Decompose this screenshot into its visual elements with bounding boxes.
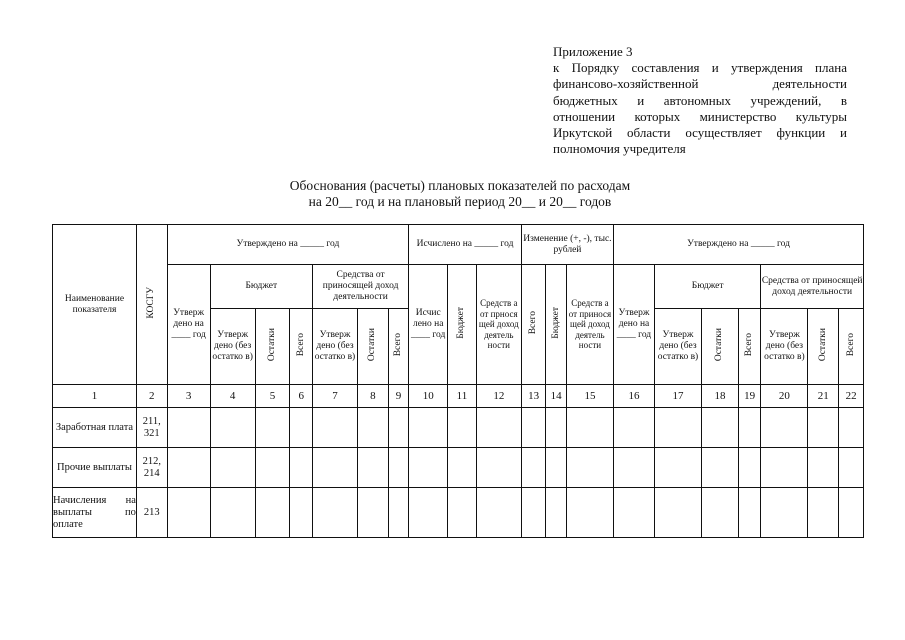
column-number: 7 — [312, 385, 357, 408]
appendix-note — [553, 44, 847, 157]
column-number: 2 — [136, 385, 167, 408]
data-cell — [566, 408, 613, 448]
data-cell — [358, 408, 389, 448]
data-cell — [167, 488, 210, 538]
expense-table — [52, 224, 864, 538]
data-cell — [839, 488, 864, 538]
data-cell — [614, 488, 655, 538]
data-cell — [290, 448, 313, 488]
data-cell — [409, 448, 448, 488]
header-budget-2: Бюджет — [654, 265, 760, 309]
data-cell — [409, 408, 448, 448]
header-kosgu: КОСГУ — [136, 225, 167, 385]
data-cell — [210, 488, 255, 538]
appendix-line: Приложение 3 — [553, 44, 633, 59]
row-name: Заработная плата — [53, 408, 137, 448]
column-number: 9 — [388, 385, 409, 408]
table-row — [53, 448, 864, 488]
column-number: 1 — [53, 385, 137, 408]
header-budget-change: Бюджет — [546, 265, 566, 385]
header-income-funds-calculated: Средств а от прнося щей доход деятель ности — [476, 265, 521, 385]
data-cell — [358, 488, 389, 538]
column-number: 16 — [614, 385, 655, 408]
column-number: 20 — [761, 385, 808, 408]
data-cell — [312, 488, 357, 538]
column-number-row — [53, 385, 864, 408]
data-cell — [546, 488, 566, 538]
header-budget-calculated: Бюджет — [448, 265, 477, 385]
header-rests: Остатки — [255, 309, 290, 385]
header-total-change: Всего — [521, 265, 546, 385]
data-cell — [448, 488, 477, 538]
header-approved-no-rest-2: Утверж дено (без остатко в) — [761, 309, 808, 385]
column-number: 18 — [702, 385, 739, 408]
header-income-funds-change: Средств а от принося щей доход деятель ности — [566, 265, 613, 385]
column-number: 19 — [738, 385, 761, 408]
data-cell — [702, 448, 739, 488]
header-budget: Бюджет — [210, 265, 312, 309]
header-approved-group: Утверждено на _____ год — [167, 225, 409, 265]
data-cell — [255, 488, 290, 538]
data-cell — [761, 488, 808, 538]
data-cell — [167, 448, 210, 488]
header-calculated-group: Исчислено на _____ год — [409, 225, 522, 265]
data-cell — [702, 408, 739, 448]
data-cell — [808, 408, 839, 448]
appendix-line: бюджетных и автономных учреждений, в — [553, 92, 847, 108]
data-cell — [808, 488, 839, 538]
data-cell — [290, 488, 313, 538]
data-cell — [388, 488, 409, 538]
column-number: 15 — [566, 385, 613, 408]
column-number: 3 — [167, 385, 210, 408]
row-name: Прочие выплаты — [53, 448, 137, 488]
appendix-line: отношении которых министерство культуры — [553, 108, 847, 124]
data-cell — [388, 448, 409, 488]
appendix-line: полномочия учредителя — [553, 141, 686, 157]
data-cell — [476, 448, 521, 488]
column-number: 22 — [839, 385, 864, 408]
header-income-funds: Средства от приносящей доход деятельности — [312, 265, 408, 309]
column-number: 21 — [808, 385, 839, 408]
data-cell — [654, 448, 701, 488]
row-kosgu: 211, 321 — [136, 408, 167, 448]
data-cell — [654, 488, 701, 538]
data-cell — [388, 408, 409, 448]
header-total: Всего — [290, 309, 313, 385]
column-number: 12 — [476, 385, 521, 408]
data-cell — [521, 448, 546, 488]
data-cell — [566, 488, 613, 538]
appendix-line: Иркутской области осуществляет функции и — [553, 125, 847, 141]
data-cell — [448, 408, 477, 448]
data-cell — [210, 448, 255, 488]
row-name: Начисления на выплаты по оплате — [53, 488, 137, 538]
header-rests-2: Остатки — [702, 309, 739, 385]
header-approved-no-rest: Утверж дено (без остатко в) — [312, 309, 357, 385]
data-cell — [546, 448, 566, 488]
title-line: на 20__ год и на плановый период 20__ и 20__ годов — [308, 194, 612, 209]
data-cell — [409, 488, 448, 538]
data-cell — [358, 448, 389, 488]
data-cell — [839, 448, 864, 488]
column-number: 8 — [358, 385, 389, 408]
data-cell — [614, 448, 655, 488]
header-rests: Остатки — [358, 309, 389, 385]
table-row — [53, 488, 864, 538]
data-cell — [255, 408, 290, 448]
header-approved-for-year: Утверж дено на ____ год — [167, 265, 210, 385]
column-number: 5 — [255, 385, 290, 408]
data-cell — [167, 408, 210, 448]
document-title — [200, 178, 720, 210]
data-cell — [614, 408, 655, 448]
column-number: 17 — [654, 385, 701, 408]
data-cell — [255, 448, 290, 488]
appendix-line: к Порядку составления и утверждения плана — [553, 60, 847, 76]
header-approved-for-year-2: Утверж дено на ____ год — [614, 265, 655, 385]
header-rests-2: Остатки — [808, 309, 839, 385]
data-cell — [566, 448, 613, 488]
header-change-group: Изменение (+, -), тыс. рублей — [521, 225, 613, 265]
header-total-2: Всего — [738, 309, 761, 385]
row-kosgu: 212, 214 — [136, 448, 167, 488]
column-number: 13 — [521, 385, 546, 408]
header-total-2: Всего — [839, 309, 864, 385]
header-approved-no-rest-2: Утверж дено (без остатко в) — [654, 309, 701, 385]
data-cell — [702, 488, 739, 538]
appendix-line: финансово-хозяйственной деятельности — [553, 76, 847, 92]
data-cell — [521, 408, 546, 448]
data-cell — [761, 408, 808, 448]
data-cell — [210, 408, 255, 448]
data-cell — [738, 448, 761, 488]
data-cell — [738, 488, 761, 538]
data-cell — [448, 448, 477, 488]
header-income-funds-2: Средства от приносящей доход деятельности — [761, 265, 864, 309]
data-cell — [521, 488, 546, 538]
data-cell — [312, 408, 357, 448]
data-cell — [476, 408, 521, 448]
data-cell — [312, 448, 357, 488]
data-cell — [290, 408, 313, 448]
data-cell — [839, 408, 864, 448]
table-row — [53, 408, 864, 448]
data-cell — [761, 448, 808, 488]
column-number: 11 — [448, 385, 477, 408]
data-cell — [476, 488, 521, 538]
header-approved-no-rest: Утверж дено (без остатко в) — [210, 309, 255, 385]
column-number: 10 — [409, 385, 448, 408]
data-cell — [808, 448, 839, 488]
header-total: Всего — [388, 309, 409, 385]
header-name: Наименование показателя — [53, 225, 137, 385]
title-line: Обоснования (расчеты) плановых показателей по расходам — [289, 178, 631, 193]
header-approved-group-2: Утверждено на _____ год — [614, 225, 864, 265]
row-kosgu: 213 — [136, 488, 167, 538]
column-number: 14 — [546, 385, 566, 408]
header-calculated-for-year: Исчис лено на ____ год — [409, 265, 448, 385]
column-number: 6 — [290, 385, 313, 408]
data-cell — [738, 408, 761, 448]
data-cell — [546, 408, 566, 448]
column-number: 4 — [210, 385, 255, 408]
data-cell — [654, 408, 701, 448]
